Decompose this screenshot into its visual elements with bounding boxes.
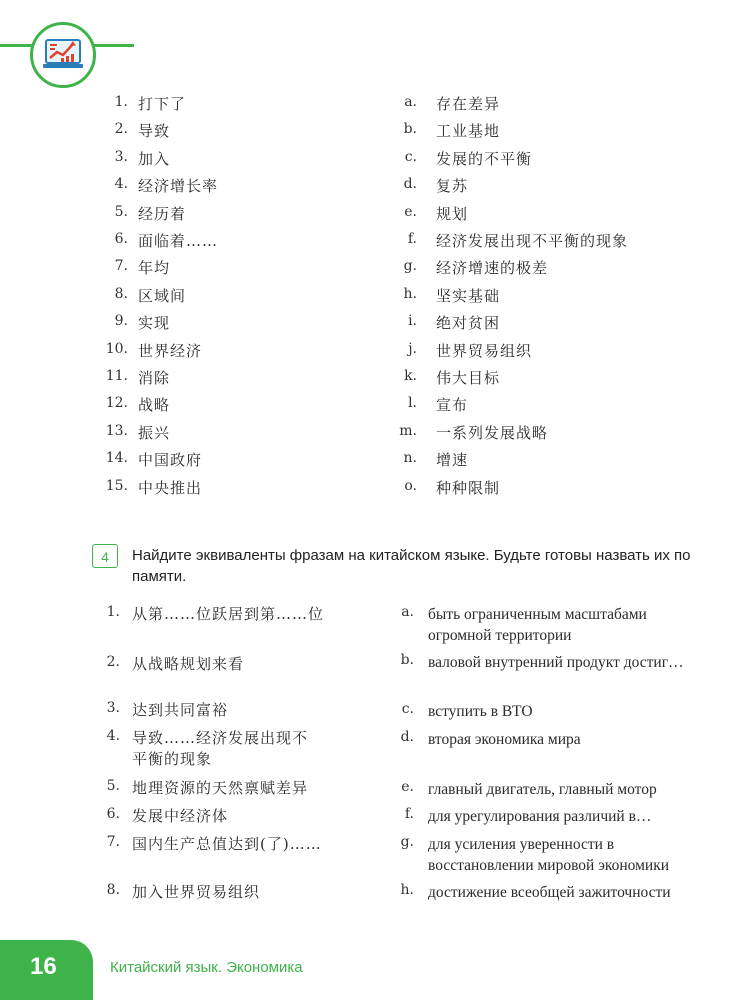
chinese-phrase: 中央推出 [138,478,203,497]
item-number: 10. [105,340,128,357]
chinese-phrase: 打下了 [138,95,187,113]
chinese-phrase: 地理资源的天然禀赋差异 [132,779,309,797]
chinese-phrase: 经济增速的极差 [436,259,549,278]
item-letter: n. [403,450,417,467]
item-letter: m. [399,422,417,439]
item-letter: a. [401,604,414,620]
item-number: 15. [105,477,128,494]
chinese-phrase: 年均 [138,259,171,278]
chinese-phrase: 规划 [436,204,469,223]
chinese-phrase: 绝对贫困 [436,314,501,333]
chinese-phrase: 发展的不平衡 [436,149,533,168]
russian-phrase: главный двигатель, главный мотор [428,781,657,798]
chinese-phrase: 中国政府 [138,451,203,470]
chinese-phrase: 加入世界贸易组织 [132,883,261,901]
chinese-phrase: 达到共同富裕 [132,701,229,719]
russian-phrase: быть ограниченным масштабами огромной территории [428,606,647,644]
item-number: 7. [114,258,128,275]
item-number: 1. [114,94,128,110]
item-number: 3. [114,148,128,165]
item-number: 1. [106,604,120,620]
item-letter: b. [400,652,414,668]
chinese-phrase: 消除 [138,369,171,387]
chinese-phrase: 导致……经济发展出现不平衡的现象 [132,729,309,768]
item-letter: k. [404,368,417,384]
item-number: 3. [106,700,120,716]
chinese-phrase: 从战略规划来看 [132,655,245,673]
item-letter: h. [403,285,417,302]
chinese-phrase: 种种限制 [436,478,501,497]
item-letter: d. [400,729,414,745]
chinese-phrase: 国内生产总值达到(了)…… [132,835,322,853]
chinese-phrase: 战略 [138,396,171,415]
item-number: 5. [114,203,128,220]
item-letter: j. [408,340,417,357]
item-letter: g. [400,834,414,850]
item-number: 2. [106,654,120,670]
item-number: 12. [105,395,128,412]
item-number: 11. [105,368,128,384]
chinese-phrase: 振兴 [138,423,171,442]
chinese-phrase: 发展中经济体 [132,807,229,825]
russian-phrase: вторая экономика мира [428,731,581,748]
chinese-phrase: 世界贸易组织 [436,341,533,360]
item-letter: o. [404,477,417,494]
item-number: 14. [105,450,128,467]
russian-phrase: для усиления уверенности в восстановлении мировой экономики [428,836,670,874]
chinese-phrase: 增速 [436,451,469,470]
item-number: 13. [105,422,128,439]
russian-phrase: для урегулирования различий в… [428,808,652,825]
task-number-badge: 4 [92,544,118,568]
chinese-phrase: 存在差异 [436,95,501,113]
chinese-phrase: 经济增长率 [138,177,219,196]
chinese-phrase: 从第……位跃居到第……位 [132,605,325,623]
chinese-phrase: 加入 [138,149,171,168]
item-letter: d. [403,176,417,193]
chinese-phrase: 复苏 [436,177,469,196]
item-number: 5. [106,778,120,794]
item-letter: f. [404,806,414,822]
item-number: 2. [114,121,128,138]
item-number: 9. [114,313,128,330]
item-letter: e. [401,779,414,795]
russian-phrase: валовой внутренний продукт достиг… [428,654,684,671]
russian-phrase: вступить в ВТО [428,703,533,720]
chinese-phrase: 经历着 [138,204,187,223]
chinese-phrase: 面临着…… [138,232,219,250]
item-letter: l. [408,395,417,412]
russian-phrase: достижение всеобщей зажиточности [428,884,671,901]
item-letter: e. [404,203,417,220]
item-letter: c. [404,148,417,165]
chinese-phrase: 区域间 [138,286,187,305]
task-instruction: Найдите эквиваленты фразам на китайском языке. Будьте готовы назвать их по памяти. [132,547,691,585]
item-letter: a. [404,94,417,110]
item-letter: f. [407,231,417,247]
item-letter: g. [403,258,417,275]
chinese-phrase: 伟大目标 [436,369,501,387]
chinese-phrase: 工业基地 [436,122,501,141]
item-number: 4. [114,176,128,193]
item-number: 7. [106,834,120,850]
chinese-phrase: 导致 [138,122,171,141]
item-letter: h. [400,882,414,898]
item-letter: i. [408,313,417,330]
item-number: 6. [114,231,128,247]
page-number: 16 [30,953,57,980]
item-number: 8. [114,285,128,302]
item-letter: b. [403,121,417,138]
laptop-chart-icon [30,22,96,88]
item-number: 6. [106,806,120,822]
chinese-phrase: 宣布 [436,396,469,415]
chinese-phrase: 坚实基础 [436,286,501,305]
item-number: 8. [106,882,120,898]
item-letter: c. [401,701,414,717]
item-number: 4. [106,728,120,744]
chinese-phrase: 经济发展出现不平衡的现象 [436,232,629,250]
chinese-phrase: 世界经济 [138,341,203,360]
running-footer-title: Китайский язык. Экономика [110,959,303,976]
chinese-phrase: 一系列发展战略 [436,423,549,442]
chinese-phrase: 实现 [138,314,171,333]
